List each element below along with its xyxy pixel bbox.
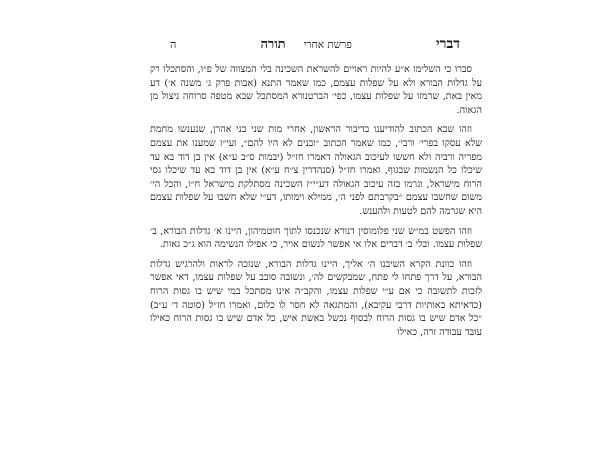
running-head-center [260, 36, 351, 52]
running-head [170, 36, 460, 54]
page-number: ה [170, 38, 177, 51]
paragraph: וזהו כוונת הקרא השיבנו ה׳ אליך, היינו גדלות הבורא, שנזכה לראות ולהרגיש גדלות הבורא, על דרך פתחו לי פתח, שמבקשים לה׳, ונשובה סובב על שפלות עצמו, דאי אפשר לזכות לתשובה כי אם ע״י שפלות עצמו, והקב״ה אינו מסתכל במי שיש בו גסות הרוח (כדאיתא באותיות דרבי עקיבא), והמתגאה לא חסר לו כלום, ואמרו חז״ל (סוטה ד׳ ע״ב) ״כל אדם שיש בו גסות הרוח לבסוף נכשל באשת איש, כל אדם שיש בו גסות הרוח כאילו עובד עבודה זרה, כאילו [150, 258, 482, 338]
parasha-name: פרשת אחרי [303, 39, 352, 51]
section-title: תורה [260, 37, 286, 52]
book-title: דברי [435, 36, 460, 52]
body-text [150, 63, 482, 345]
paragraph: וזהו שבא הכתוב להודיענו בדיבור הראשון, אחרי מות שני בני אהרן, שנענשו מחמת שלא עסקו בפרי׳ ורבי׳, כמו שאמר הכתוב ״ובנים לא היו להם״, ועי״ז שמענו את עצמם מפריה ורביה ולא חששו לעיכוב הגאולה דאמרו חז״ל (יבמות ס״ב ע״א) אין בן דוד בא עד שיכלו כל הנשמות שבגוף, ואמרו חז״ל (סנהדרין צ״ח ע״א) אין בן דוד בא עד שיכלו גסי הרוח מישראל, וגרמו בזה עיכוב הגאולה דע״י״ז השכינה מסתלקת מישראל ח״ו, והכל הי׳ משום שחשבו עצמם ״בקרבתם לפני ה׳, ממילא וימותו, דע״י שלא חשבו על שפלות עצמם היא שגרמה להם לטעות ולהענש. [150, 124, 482, 217]
paragraph: סברו כי השלימו א״ע להיות ראויים להשראת השכינה בלי המצווה של פ״ו, והסתכלו רק על גדלות הבורא ולא על שפלות עצמם, כמו שאמר התנא (אבות פרק ג׳ משנה א׳) דע מאין באת, שרמזו על שפלות עצמו, כפי׳ הברטנורא המסתכל שבא מטפה סרוחה ניצול מן הגאוה. [150, 64, 482, 116]
paragraph: וזהו הפשט במ״ש שני פלומוסין דנורא שנכנסו לתוך חוטמיהון, היינו א׳ גדלות הבורא, ב׳ שפלות עצמו. ובלי ב׳ דברים אלו אי אפשר לנשום אויר, כי אפילו הנשימה הוא ג״כ גאות. [150, 225, 482, 251]
